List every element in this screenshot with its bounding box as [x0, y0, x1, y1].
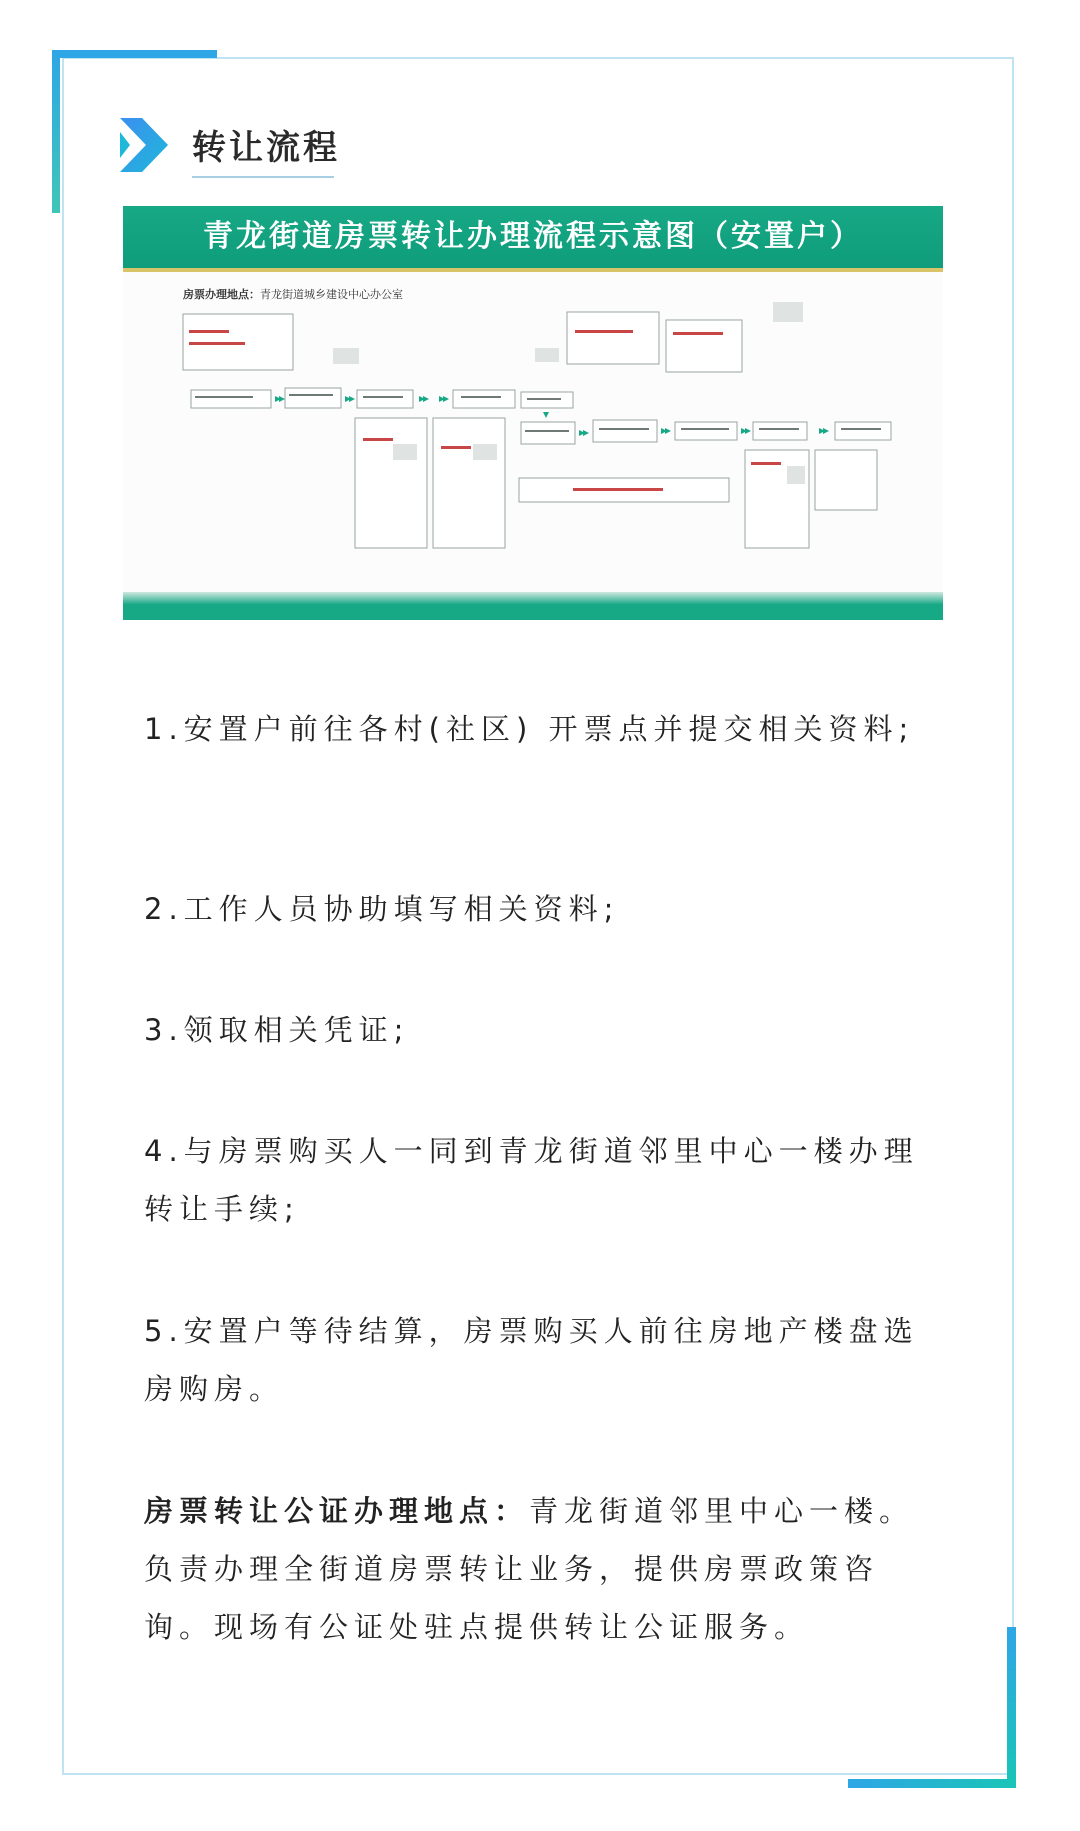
notary-label: 房票转让公证办理地点： [144, 1494, 530, 1528]
title-underline [192, 176, 334, 178]
flowchart-footer [123, 592, 943, 620]
step-1: 1.安置户前往各村(社区) 开票点并提交相关资料; [144, 712, 915, 746]
flowchart-image [123, 206, 943, 620]
section-header [120, 118, 380, 184]
corner-accent-right [1007, 1627, 1016, 1787]
step-3: 3.领取相关凭证; [144, 1013, 410, 1047]
notary-paragraph [144, 1482, 929, 1656]
corner-accent-bottom [848, 1779, 1016, 1788]
location-value: 青龙街道城乡建设中心办公室 [260, 288, 403, 301]
double-chevron-icon [120, 118, 172, 172]
notary-text: 青龙街道邻里中心一楼。负责办理全街道房票转让业务，提供房票政策咨询。现场有公证处驻点提供转让公证服务。 [144, 1494, 915, 1644]
section-title: 转让流程 [192, 128, 340, 168]
flowchart-diagram [123, 272, 943, 592]
step-2: 2.工作人员协助填写相关资料; [144, 892, 620, 926]
location-label: 房票办理地点： [183, 288, 260, 301]
flowchart-banner: 青龙街道房票转让办理流程示意图（安置户） [123, 206, 943, 268]
step-4: 4.与房票购买人一同到青龙街道邻里中心一楼办理转让手续; [144, 1134, 919, 1226]
corner-accent-left [52, 50, 60, 213]
corner-accent-top [52, 50, 217, 58]
step-5: 5.安置户等待结算，房票购买人前往房地产楼盘选房购房。 [144, 1314, 919, 1406]
